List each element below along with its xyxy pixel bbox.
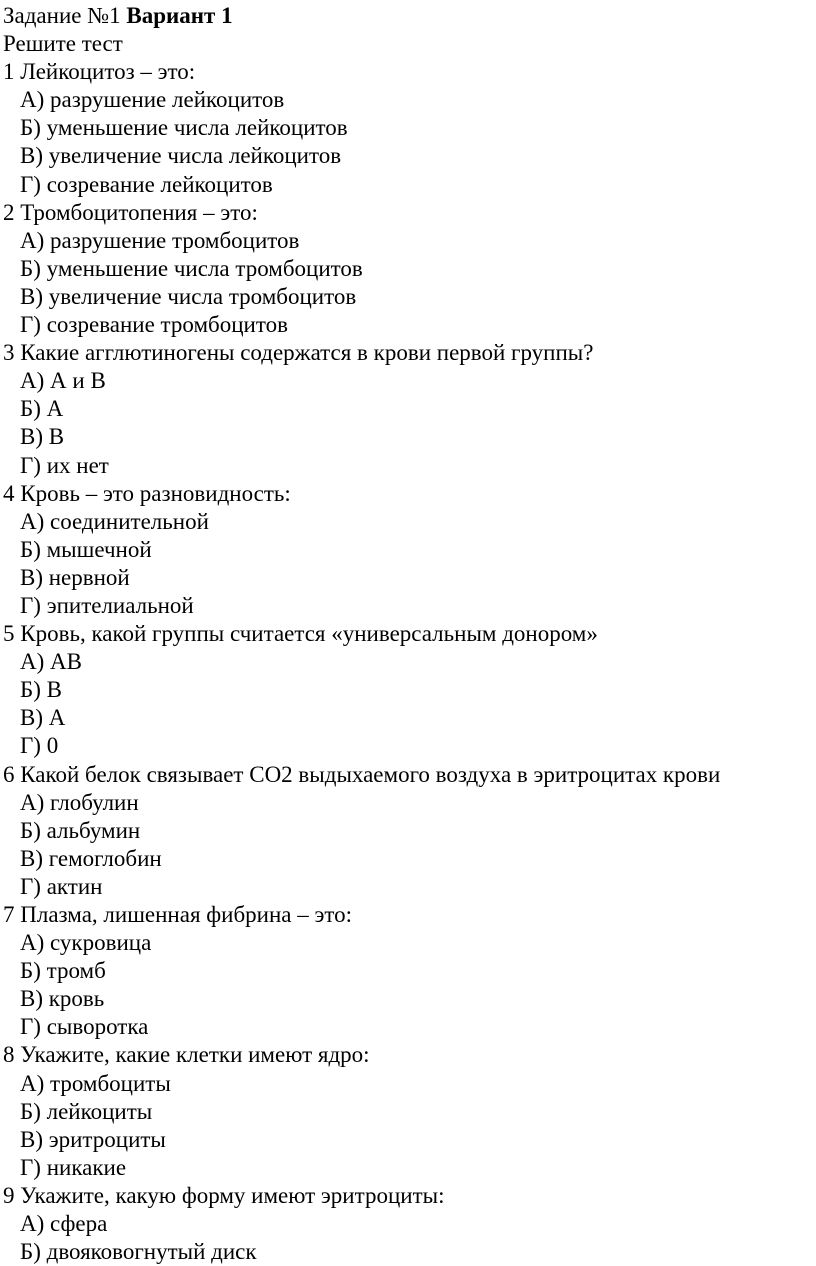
document-heading [3, 2, 813, 30]
question-7-option-b: Б) тромб [20, 958, 106, 984]
question-2-option-b: Б) уменьшение числа тромбоцитов [20, 255, 363, 281]
question-4-option-b: Б) мышечной [20, 536, 152, 562]
question-8-option-a: А) тромбоциты [20, 1070, 171, 1096]
question-5-option-a: А) АВ [20, 649, 82, 675]
question-2-option-a: А) разрушение тромбоцитов [20, 227, 300, 253]
question-4-option-c: В) нервной [20, 564, 130, 590]
question-2-text: 2 Тромбоцитопения – это: [3, 199, 258, 225]
question-9-text: 9 Укажите, какую форму имеют эритроциты: [3, 1182, 445, 1208]
question-4-option-d: Г) эпителиальной [20, 592, 194, 618]
question-2-option-c: В) увеличение числа тромбоцитов [20, 283, 357, 309]
document-page [3, 2, 813, 1266]
question-6-option-b: Б) альбумин [20, 817, 141, 843]
question-8-option-c: В) эритроциты [20, 1126, 166, 1152]
question-7-option-d: Г) сыворотка [20, 1014, 149, 1040]
variant-label: Вариант 1 [126, 3, 233, 28]
question-3-option-c: В) В [20, 424, 65, 450]
question-4-text: 4 Кровь – это разновидность: [3, 480, 291, 506]
question-7-option-c: В) кровь [20, 986, 105, 1012]
question-8-option-d: Г) никакие [20, 1154, 127, 1180]
question-5-text: 5 Кровь, какой группы считается «универсальным донором» [3, 621, 598, 647]
instruction-text: Решите тест [3, 31, 123, 57]
question-3-option-a: А) А и В [20, 368, 106, 394]
question-2-option-d: Г) созревание тромбоцитов [20, 312, 288, 338]
question-7-text: 7 Плазма, лишенная фибрина – это: [3, 902, 353, 927]
question-1-text: 1 Лейкоцитоз – это: [3, 59, 196, 85]
question-6-text: 6 Какой белок связывает СО2 выдыхаемого воздуха в эритроцитах крови [3, 761, 721, 787]
question-5-option-d: Г) 0 [20, 733, 59, 759]
question-9-option-a: А) сфера [20, 1211, 108, 1237]
question-1-option-a: А) разрушение лейкоцитов [20, 87, 285, 113]
question-5-option-c: В) А [20, 705, 66, 731]
question-8-text: 8 Укажите, какие клетки имеют ядро: [3, 1042, 370, 1068]
question-7-option-a: А) сукровица [20, 930, 152, 956]
question-3-option-d: Г) их нет [20, 452, 109, 478]
question-3-option-b: Б) А [20, 396, 64, 422]
question-6-option-c: В) гемоглобин [20, 845, 162, 871]
question-8-option-b: Б) лейкоциты [20, 1098, 153, 1124]
question-6-option-a: А) глобулин [20, 789, 139, 815]
question-3-text: 3 Какие агглютиногены содержатся в крови первой группы? [3, 340, 594, 366]
question-1-option-c: В) увеличение числа лейкоцитов [20, 143, 342, 169]
task-label: Задание №1 [3, 3, 121, 28]
question-9-option-b: Б) двояковогнутый диск [20, 1239, 257, 1265]
question-1-option-d: Г) созревание лейкоцитов [20, 171, 273, 197]
question-1-option-b: Б) уменьшение числа лейкоцитов [20, 115, 348, 141]
question-6-option-d: Г) актин [20, 873, 103, 899]
question-5-option-b: Б) В [20, 677, 62, 703]
question-4-option-a: А) соединительной [20, 508, 209, 534]
